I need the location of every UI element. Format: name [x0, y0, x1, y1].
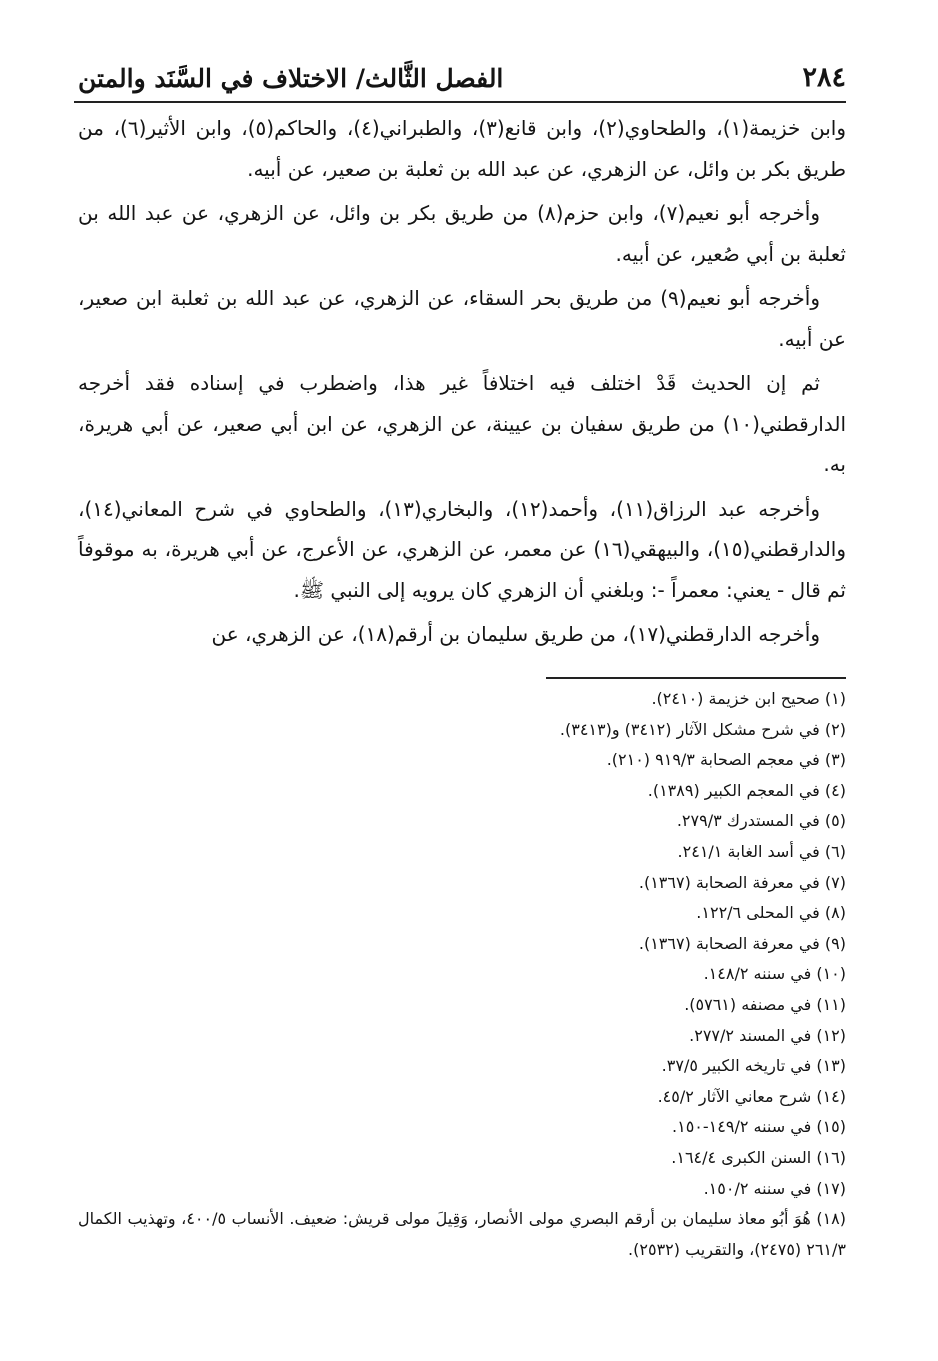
footnote: (١) صحيح ابن خزيمة (٢٤١٠).: [651, 689, 846, 708]
footnote: (١٥) في سننه ١٤٩/٢-١٥٠.: [672, 1117, 846, 1137]
paragraph: وأخرجه عبد الرزاق(١١)، وأحمد(١٢)، والبخاري(١٣)، والطحاوي في شرح المعاني(١٤)، والدارقطني(١٥)، والبيهقي(١٦) عن معمر، عن الزهري، عن الأعرج، عن أبي هريرة، به موقوفاً ثم قال - يعني: معمراً -: وبلغني أن الزهري كان يرويه إلى النبي ﷺ.: [78, 496, 846, 602]
footnote: (٤) في المعجم الكبير (١٣٨٩).: [647, 780, 846, 800]
footnote: (١٦) السنن الكبرى ١٦٤/٤.: [671, 1147, 846, 1167]
paragraph: ثم إن الحديث قَدْ اختلف فيه اختلافاً غير هذا، واضطرب في إسناده فقد أخرجه الدارقطني(١٠) من طريق سفيان بن عيينة، عن الزهري، عن ابن أبي صعير، عن أبي هريرة، به.: [78, 371, 846, 476]
footnote: (١٤) شرح معاني الآثار ٤٥/٢.: [657, 1086, 846, 1106]
footnote: (١٠) في سننه ١٤٨/٢.: [703, 964, 846, 984]
footnote: (٧) في معرفة الصحابة (١٣٦٧).: [638, 872, 846, 892]
paragraph: وأخرجه الدارقطني(١٧)، من طريق سليمان بن أرقم(١٨)، عن الزهري، عن: [211, 622, 820, 646]
footnote: (٩) في معرفة الصحابة (١٣٦٧).: [638, 933, 846, 953]
paragraph: وأخرجه أبو نعيم(٩) من طريق بحر السقاء، عن الزهري، عن عبد الله بن ثعلبة ابن صعير، عن أبيه.: [78, 286, 846, 351]
main-text: [78, 108, 846, 655]
footnote-separator: [546, 677, 846, 679]
footnote: (٥) في المستدرك ٢٧٩/٣.: [676, 811, 846, 831]
footnote: (٢) في شرح مشكل الآثار (٣٤١٢) و(٣٤١٣).: [559, 719, 846, 739]
page-number: ٢٨٤: [802, 62, 846, 93]
paragraph: وابن خزيمة(١)، والطحاوي(٢)، وابن قانع(٣)، والطبراني(٤)، والحاكم(٥)، وابن الأثير(٦)، من طريق بكر بن وائل، عن الزهري، عن عبد الله بن ثعلبة بن صعير، عن أبيه.: [78, 116, 847, 181]
footnote: (١٧) في سننه ١٥٠/٢.: [703, 1178, 846, 1198]
chapter-title: الفصل الثَّالث/ الاختلاف في السَّنَد والمتن: [78, 64, 504, 93]
footnote: (٣) في معجم الصحابة ٩١٩/٣ (٢١٠).: [606, 750, 846, 770]
page-header: [78, 58, 846, 98]
footnote: (٦) في أسد الغابة ٢٤١/١.: [677, 841, 846, 861]
footnote: (١١) في مصنفه (٥٧٦١).: [684, 994, 846, 1014]
footnote: (١٣) في تاريخه الكبير ٣٧/٥.: [661, 1056, 846, 1076]
footnote: (٨) في المحلى ١٢٢/٦.: [696, 903, 846, 923]
footnote: (١٨) هُوَ أبُو معاذ سليمان بن أرقم البصري مولى الأنصار، وَقِيلَ مولى قريش: ضعيف. الأنساب ٤٠٠/٥، وتهذيب الكمال ٢٦١/٣ (٢٤٧٥)، والتقريب (٢٥٣٢).: [78, 1209, 846, 1259]
footnote: (١٢) في المسند ٢٧٧/٢.: [689, 1025, 846, 1045]
header-rule: [74, 101, 846, 103]
footnotes: [78, 684, 846, 1265]
paragraph: وأخرجه أبو نعيم(٧)، وابن حزم(٨) من طريق بكر بن وائل، عن الزهري، عن عبد الله بن ثعلبة بن أبي صُعير، عن أبيه.: [78, 201, 846, 266]
